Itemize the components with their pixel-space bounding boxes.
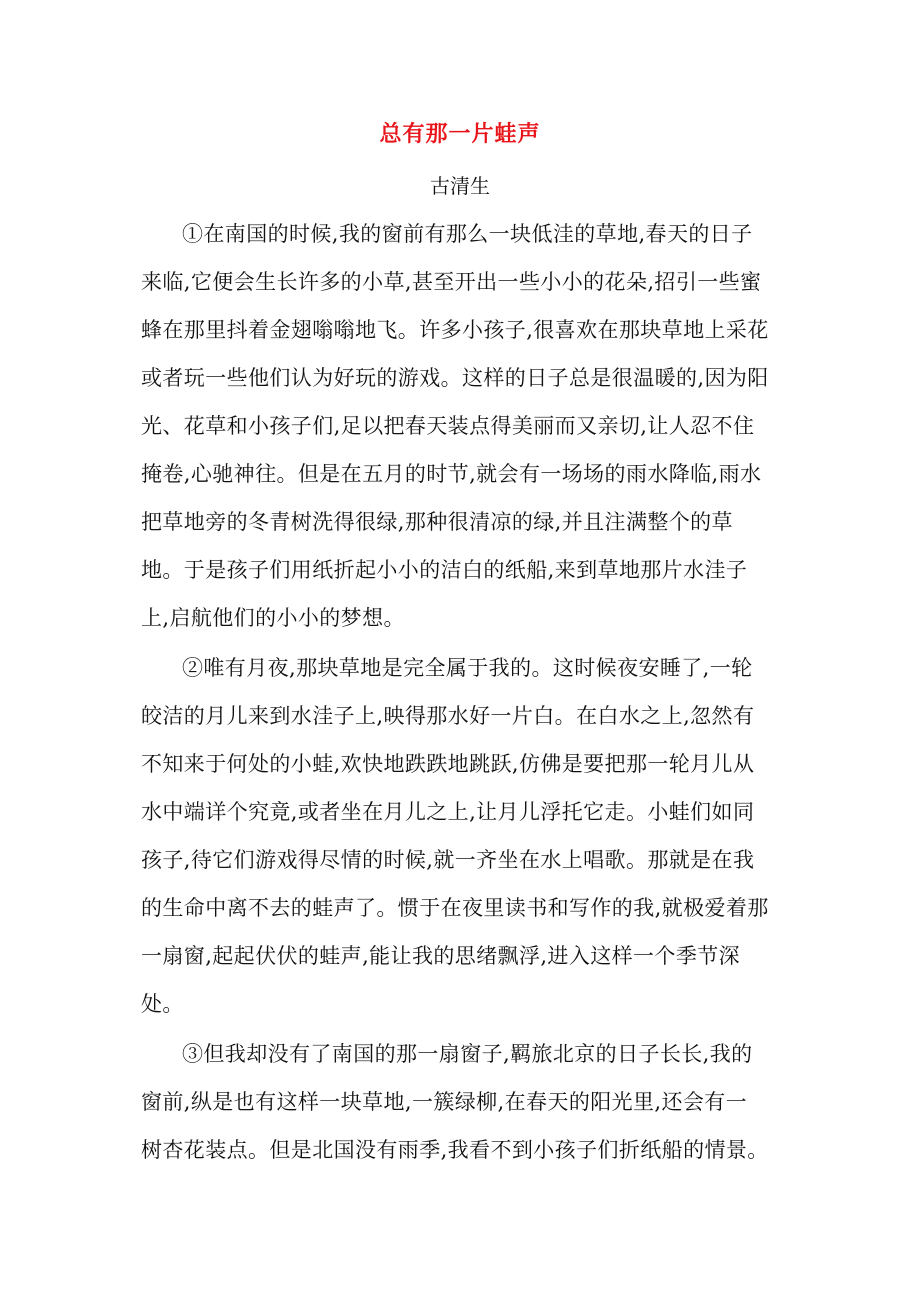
paragraph-2-line-7: 一扇窗,起起伏伏的蛙声,能让我的思绪飘浮,进入这样一个季节深	[141, 944, 741, 968]
paragraph-1-line-4: 或者玩一些他们认为好玩的游戏。这样的日子总是很温暖的,因为阳	[141, 366, 769, 390]
paragraph-2-line-5: 孩子,待它们游戏得尽情的时候,就一齐坐在水上唱歌。那就是在我	[141, 848, 755, 872]
paragraph-2-line-1: ②唯有月夜,那块草地是完全属于我的。这时候夜安睡了,一轮	[182, 656, 753, 680]
paragraph-3-line-1: ③但我却没有了南国的那一扇窗子,羁旅北京的日子长长,我的	[182, 1042, 753, 1066]
paragraph-2-line-6: 的生命中离不去的蛙声了。惯于在夜里读书和写作的我,就极爱着那	[141, 896, 769, 920]
paragraph-1-line-8: 地。于是孩子们用纸折起小小的洁白的纸船,来到草地那片水洼子	[141, 558, 748, 582]
paragraph-1-line-1: ①在南国的时候,我的窗前有那么一块低洼的草地,春天的日子	[182, 222, 753, 246]
paragraph-3-line-3: 树杏花装点。但是北国没有雨季,我看不到小孩子们折纸船的情景。	[141, 1138, 769, 1162]
paragraph-3-line-2: 窗前,纵是也有这样一块草地,一簇绿柳,在春天的阳光里,还会有一	[141, 1090, 748, 1114]
paragraph-2-line-2: 皎洁的月儿来到水洼子上,映得那水好一片白。在白水之上,忽然有	[141, 704, 755, 728]
paragraph-2-line-4: 水中端详个究竟,或者坐在月儿之上,让月儿浮托它走。小蛙们如同	[141, 800, 755, 824]
paragraph-2-line-8: 处。	[141, 992, 184, 1016]
paragraph-1-line-9: 上,启航他们的小小的梦想。	[141, 606, 405, 630]
paragraph-2-line-3: 不知来于何处的小蛙,欢快地跌跌地跳跃,仿佛是要把那一轮月儿从	[141, 752, 755, 776]
paragraph-1-line-7: 把草地旁的冬青树洗得很绿,那种很清凉的绿,并且注满整个的草	[141, 510, 733, 534]
paragraph-1-line-3: 蜂在那里抖着金翅嗡嗡地飞。许多小孩子,很喜欢在那块草地上采花	[141, 318, 769, 342]
article-title: 总有那一片蛙声	[379, 121, 541, 147]
paragraph-1-line-2: 来临,它便会生长许多的小草,甚至开出一些小小的花朵,招引一些蜜	[141, 270, 762, 294]
article-author: 古清生	[430, 174, 490, 198]
paragraph-1-line-6: 掩卷,心驰神往。但是在五月的时节,就会有一场场的雨水降临,雨水	[141, 462, 762, 486]
paragraph-1-line-5: 光、花草和小孩子们,足以把春天装点得美丽而又亲切,让人忍不住	[141, 414, 755, 438]
